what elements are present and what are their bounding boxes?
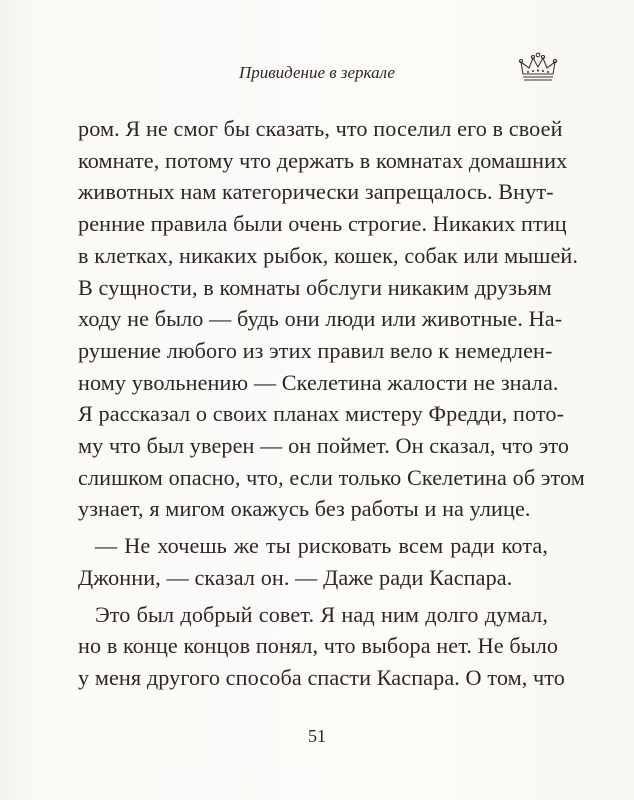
- text-line: Я рассказал о своих планах мистеру Фредди, пото-: [78, 401, 565, 427]
- text-line: комнате, потому что держать в комнатах домашних: [78, 147, 568, 173]
- text-line: В сущности, в комнаты обслуги никаким друзьям: [78, 274, 552, 300]
- crown-icon: [518, 52, 558, 84]
- text-line: узнает, я мигом окажусь без работы и на улице.: [78, 496, 531, 522]
- text-line: у меня другого способа спасти Каспара. О том, что: [78, 664, 565, 690]
- text-line: — Не хочешь же ты рисковать всем ради кота,: [95, 533, 548, 559]
- text-line: слишком опасно, что, если только Скелетина об этом: [78, 464, 585, 490]
- page-number: 51: [308, 726, 326, 746]
- text-line: но в конце концов понял, что выбора нет. Не было: [78, 633, 559, 659]
- text-line: животных нам категорически запрещалось. Внут-: [78, 179, 554, 205]
- text-line: рушение любого из этих правил вело к немедлен-: [78, 337, 553, 363]
- text-line: му что был уверен — он поймет. Он сказал, что это: [78, 433, 570, 459]
- text-line: Джонни, — сказал он. — Даже ради Каспара.: [78, 564, 513, 590]
- text-line: в клетках, никаких рыбок, кошек, собак или мышей.: [78, 242, 579, 268]
- text-line: Это был добрый совет. Я над ним долго думал,: [95, 601, 548, 627]
- text-line: ному увольнению — Скелетина жалости не знала.: [78, 369, 559, 395]
- running-head: Привидение в зеркале: [239, 63, 395, 82]
- text-line: ренние правила были очень строгие. Никаких птиц: [78, 211, 567, 237]
- body-text: [78, 113, 585, 694]
- text-line: ходу не было — будь они люди или животные. На-: [78, 306, 563, 332]
- text-line: ром. Я не смог бы сказать, что поселил его в своей: [78, 116, 563, 141]
